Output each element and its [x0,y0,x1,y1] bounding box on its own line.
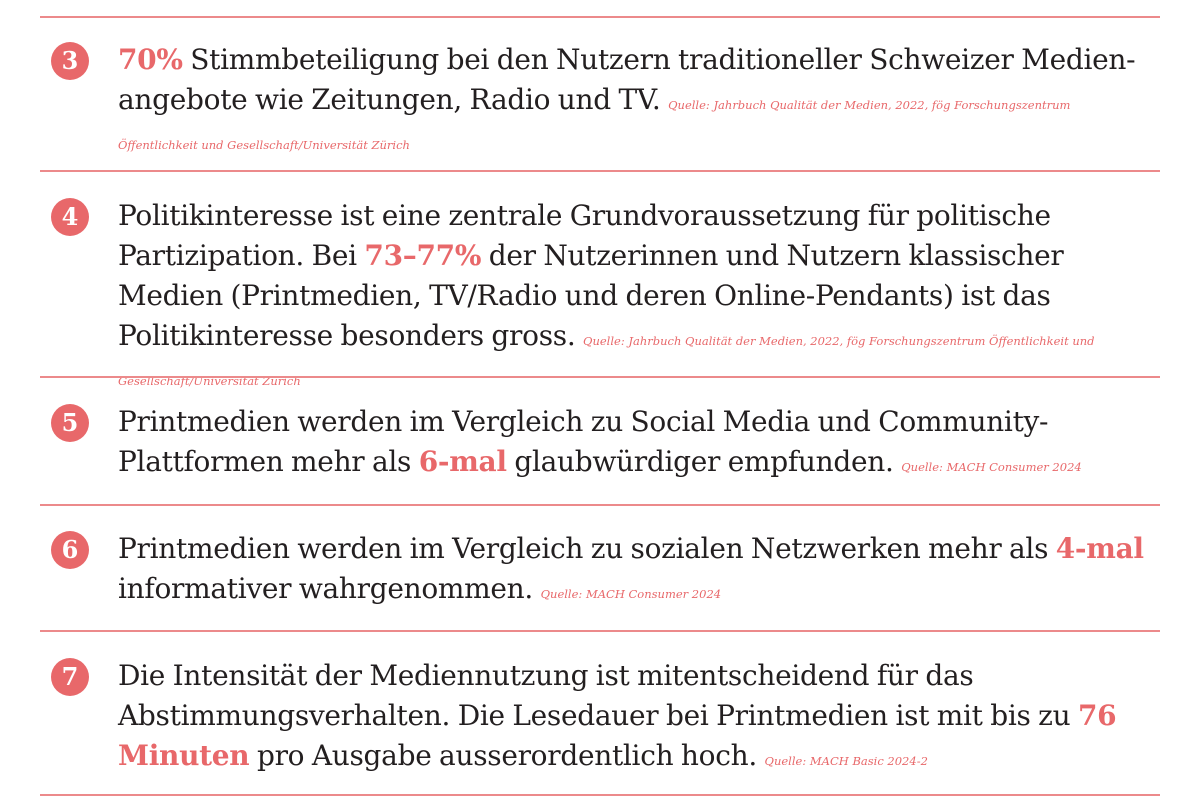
highlight-value: 76 Minuten [118,699,1117,772]
divider [40,376,1160,378]
divider [40,504,1160,506]
highlight-value: 6-mal [418,445,507,478]
item-number-badge: 7 [51,658,89,696]
item-text [118,40,1148,160]
divider [40,794,1160,796]
source-note: Quelle: Jahrbuch Qualität der Medien, 2022, fög Forschungszentrum Öffentlichkeit und Gesellschaft/Universität Zürich [118,98,1071,152]
divider [40,630,1160,632]
source-note: Quelle: MACH Consumer 2024 [540,587,722,601]
item-text [118,529,1148,609]
highlight-value: 70% [118,43,183,76]
item-body: Stimmbeteiligung bei den Nutzern traditioneller Schweizer Medienangebote wie Zeitungen, Radio und TV. [118,43,1136,116]
item-body: Die Intensität der Mediennutzung ist mitentscheidend für das Abstimmungsverhalten. Die Lesedauer bei Printmedien ist mit bis zu [118,659,1078,732]
item-body: Politikinteresse ist eine zentrale Grundvoraussetzung für politische Partizipation. Bei [118,199,1051,272]
item-number-badge: 5 [51,404,89,442]
item-body: der Nutzerinnen und Nutzern klassischer Medien (Printmedien, TV/Radio und deren Online-Pendants) ist das Politikinteresse besonders gross. [118,239,1064,352]
item-body: Printmedien werden im Vergleich zu Social Media und Community-Plattformen mehr als [118,405,1049,478]
item-text [118,656,1148,776]
divider [40,170,1160,172]
highlight-value: 73–77% [364,239,482,272]
item-number-badge: 3 [51,42,89,80]
item-text [118,196,1148,396]
item-body: pro Ausgabe ausserordentlich hoch. [249,739,757,772]
item-body: Printmedien werden im Vergleich zu sozialen Netzwerken mehr als [118,532,1056,565]
item-body: informativer wahrgenommen. [118,572,533,605]
item-text [118,402,1148,482]
item-number-badge: 6 [51,531,89,569]
source-note: Quelle: MACH Basic 2024-2 [764,754,928,768]
source-note: Quelle: Jahrbuch Qualität der Medien, 2022, fög Forschungszentrum Öffentlichkeit und Gesellschaft/Universität Zürich [118,334,1095,388]
item-number-badge: 4 [51,198,89,236]
highlight-value: 4-mal [1055,532,1144,565]
item-body: glaubwürdiger empfunden. [506,445,894,478]
divider [40,16,1160,18]
source-note: Quelle: MACH Consumer 2024 [901,460,1082,474]
